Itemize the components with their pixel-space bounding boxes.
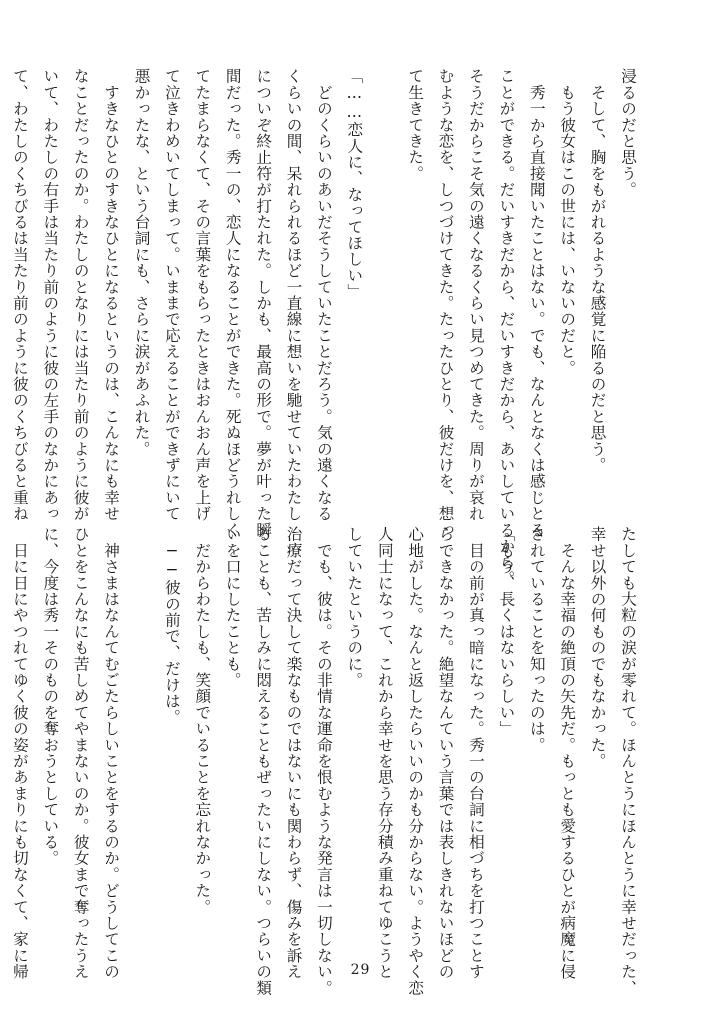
text-line: て、わたしのくちびるは当たり前のように彼のくちびると重ね — [10, 68, 29, 522]
text-line: 人同士になって、これから幸せを思う存分積み重ねてゆこうと — [375, 526, 394, 980]
text-line: 浸るのだと思う。 — [619, 68, 637, 198]
text-line: ることも、苦しみに悶えることもぜったいにしない。つらいの類 — [254, 526, 273, 996]
text-line: いて、わたしの右手は当たり前のように彼の左手のなかにあっ — [41, 68, 60, 522]
text-line: て泣きわめいてしまって。いままで応えることができずにいて — [162, 68, 181, 522]
text-line: 日に日にやつれてゆく彼の姿があまりにも切なくて、家に帰 — [10, 526, 29, 980]
text-line: ひとをこんなにも苦しめてやまないのか。彼女まで奪ったうえ — [71, 526, 90, 980]
text-line: 間だった。秀一の、恋人になることができた。死ぬほどうれしく — [223, 68, 242, 538]
text-line: についぞ終止符が打たれた。しかも、最高の形で。夢が叶った瞬 — [254, 68, 273, 538]
text-line: たしても大粒の涙が零れて。ほんとうにほんとうに幸せだった、 — [619, 526, 637, 996]
text-line: だからわたしも、笑顔でいることを忘れなかった。 — [193, 526, 212, 915]
text-line: くらいの間、呆れられるほど一直線に想いを馳せていたわたし — [284, 68, 303, 522]
text-line: でも、彼は。その非情な運命を恨むような発言は一切しない。 — [314, 526, 333, 996]
text-line: て生きてきた。 — [406, 68, 425, 182]
text-line: どのくらいのあいだそうしていたことだろう。気の遠くなる — [314, 68, 333, 522]
text-line: 神さまはなんてむごたらしいことをするのか。どうしてこの — [102, 526, 121, 980]
text-line: 悪かったな、という台詞にも、さらに涙があふれた。 — [132, 68, 151, 457]
text-line: していたというのに。 — [345, 526, 364, 688]
text-line — [126, 526, 156, 966]
text-line: されていることを知ったのは。 — [527, 526, 546, 753]
text-line: むような恋を、しつづけてきた。たったひとり、彼だけを、想っ — [436, 68, 455, 538]
text-line: そんな幸福の絶頂の矢先だ。もっとも愛するひとが病魔に侵 — [558, 526, 577, 980]
text-line: 心地がした。なんと返したらいいのかも分からない。ようやく恋 — [406, 526, 425, 996]
text-line: ことができる。だいすきだから、だいすきだから、あいしているから。 — [497, 68, 516, 587]
page-number: 29 — [350, 962, 371, 978]
text-line: らできなかった。絶望なんていう言葉では表しきれないほどの — [436, 526, 455, 980]
text-line: すきなひとのすきなひとになるというのは、こんなにも幸せ — [102, 68, 121, 522]
text-line: もう彼女はこの世には、いないのだと。 — [558, 68, 577, 376]
upper-text-block — [10, 68, 643, 587]
text-line: てたまらなくて、その言葉をもらったときはおんおん声を上げ — [193, 68, 212, 522]
text-line: いを口にしたことも。 — [223, 526, 242, 688]
text-line: に、今度は秀一そのものを奪おうとしている。 — [41, 526, 60, 867]
text-line: そうだからこそ気の遠くなるくらい見つめてきた。周りが哀れ — [466, 68, 485, 522]
text-line: 治療だって決して楽なものではないにも関わらず、傷みを訴え — [284, 526, 303, 980]
text-line — [369, 68, 399, 508]
text-line: 秀一から直接聞いたことはない。でも、なんとなくは感じとる — [527, 68, 546, 538]
text-line: ──彼の前で、だけは。 — [162, 526, 181, 726]
text-line: 目の前が真っ暗になった。秀一の台詞に相づちを打つことす — [466, 526, 485, 980]
text-line: 幸せ以外の何ものでもなかった。 — [588, 526, 607, 769]
text-line: そして、胸をもがれるような感覚に陥るのだと思う。 — [588, 68, 607, 473]
text-line — [0, 68, 4, 508]
text-line — [0, 526, 4, 966]
text-line: 「……恋人に、なってほしい」 — [345, 68, 364, 300]
text-line: 「もう、長くはないらしい」 — [497, 526, 516, 737]
text-line: なことだったのか。わたしのとなりには当たり前のように彼が — [71, 68, 90, 522]
